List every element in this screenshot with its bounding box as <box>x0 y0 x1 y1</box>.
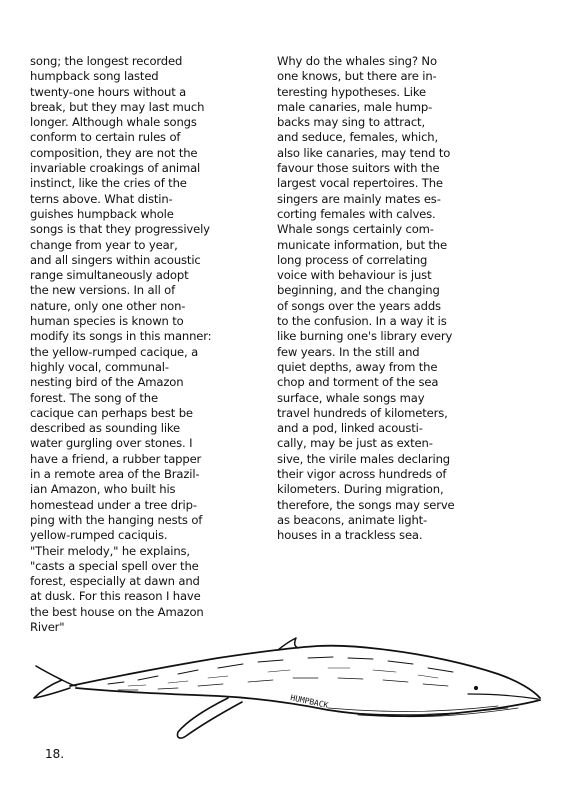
text-line: few years. In the still and <box>277 344 420 359</box>
text-line: twenty-one hours without a <box>30 84 187 99</box>
text-line: long process of correlating <box>277 252 428 267</box>
text-line: voice with behaviour is just <box>277 268 432 283</box>
text-line: longer. Although whale songs <box>30 115 197 130</box>
text-line: also like canaries, may tend to <box>277 145 451 160</box>
text-line: have a friend, a rubber tapper <box>30 451 202 466</box>
text-line: as beacons, animate light- <box>277 512 428 527</box>
text-line: highly vocal, communal- <box>30 359 169 374</box>
text-line: homestead under a tree drip- <box>30 497 197 512</box>
text-line: nature, only one other non- <box>30 298 186 313</box>
text-line: break, but they may last much <box>30 99 205 114</box>
text-line: singers are mainly mates es- <box>277 191 441 206</box>
text-line: largest vocal repertoires. The <box>277 176 443 191</box>
text-line: the yellow-rumped cacique, a <box>30 344 199 359</box>
text-line: kilometers. During migration, <box>277 482 444 497</box>
text-line: "Their melody," he explains, <box>30 543 190 558</box>
text-line: composition, they are not the <box>30 145 198 160</box>
text-line: surface, whale songs may <box>277 390 425 405</box>
text-line: modify its songs in this manner: <box>30 329 212 344</box>
humpback-whale-icon <box>34 638 540 738</box>
text-line: guishes humpback whole <box>30 206 174 221</box>
text-line: ian Amazon, who built his <box>30 482 176 497</box>
text-line: and all singers within acoustic <box>30 252 201 267</box>
left-text-column <box>30 54 260 635</box>
illustration-label: HUMPBACK <box>289 693 330 710</box>
text-line: water gurgling over stones. I <box>30 436 193 451</box>
text-line: range simultaneously adopt <box>30 268 189 283</box>
text-line: in a remote area of the Brazil- <box>30 467 200 482</box>
text-line: forest, especially at dawn and <box>30 574 200 589</box>
text-line: humpback song lasted <box>30 69 159 84</box>
text-line: the best house on the Amazon <box>30 604 204 619</box>
text-line: quiet depths, away from the <box>277 359 438 374</box>
text-line: sive, the virile males declaring <box>277 451 451 466</box>
right-text-column <box>277 54 539 544</box>
text-line: Why do the whales sing? No <box>277 54 437 68</box>
text-line: teresting hypotheses. Like <box>277 84 427 99</box>
text-line: corting females with calves. <box>277 206 436 221</box>
text-line: favour those suitors with the <box>277 161 440 176</box>
text-line: at dusk. For this reason I have <box>30 589 201 604</box>
text-line: River" <box>30 619 65 634</box>
text-line: and a pod, linked acousti- <box>277 421 423 436</box>
text-line: houses in a trackless sea. <box>277 528 423 543</box>
text-line: change from year to year, <box>30 237 178 252</box>
humpback-whale-illustration <box>28 628 548 748</box>
text-line: described as sounding like <box>30 421 181 436</box>
text-line: conform to certain rules of <box>30 130 181 145</box>
text-line: forest. The song of the <box>30 390 158 405</box>
text-line: "casts a special spell over the <box>30 558 199 573</box>
text-line: invariable croakings of animal <box>30 161 201 176</box>
text-line: cacique can perhaps best be <box>30 405 193 420</box>
text-line: terns above. What distin- <box>30 191 173 206</box>
text-line: nesting bird of the Amazon <box>30 375 184 390</box>
text-line: ping with the hanging nests of <box>30 512 203 527</box>
text-line: and seduce, females, which, <box>277 130 439 145</box>
text-line: Whale songs certainly com- <box>277 222 434 237</box>
text-line: backs may sing to attract, <box>277 115 425 130</box>
text-line: human species is known to <box>30 314 184 329</box>
text-line: travel hundreds of kilometers, <box>277 405 448 420</box>
text-line: cally, may be just as exten- <box>277 436 433 451</box>
text-line: male canaries, male hump- <box>277 99 433 114</box>
text-line: the new versions. In all of <box>30 283 176 298</box>
text-line: beginning, and the changing <box>277 283 440 298</box>
text-line: one knows, but there are in- <box>277 69 437 84</box>
text-line: municate information, but the <box>277 237 447 252</box>
text-line: chop and torment of the sea <box>277 375 439 390</box>
text-line: instinct, like the cries of the <box>30 176 187 191</box>
text-line: of songs over the years adds <box>277 298 441 313</box>
text-line: songs is that they progressively <box>30 222 210 237</box>
text-line: to the confusion. In a way it is <box>277 314 447 329</box>
page-number: 18. <box>45 747 65 761</box>
text-line: song; the longest recorded <box>30 54 183 68</box>
text-line: like burning one's library every <box>277 329 453 344</box>
text-line: their vigor across hundreds of <box>277 467 447 482</box>
text-line: therefore, the songs may serve <box>277 497 455 512</box>
text-line: yellow-rumped caciquis. <box>30 528 168 543</box>
